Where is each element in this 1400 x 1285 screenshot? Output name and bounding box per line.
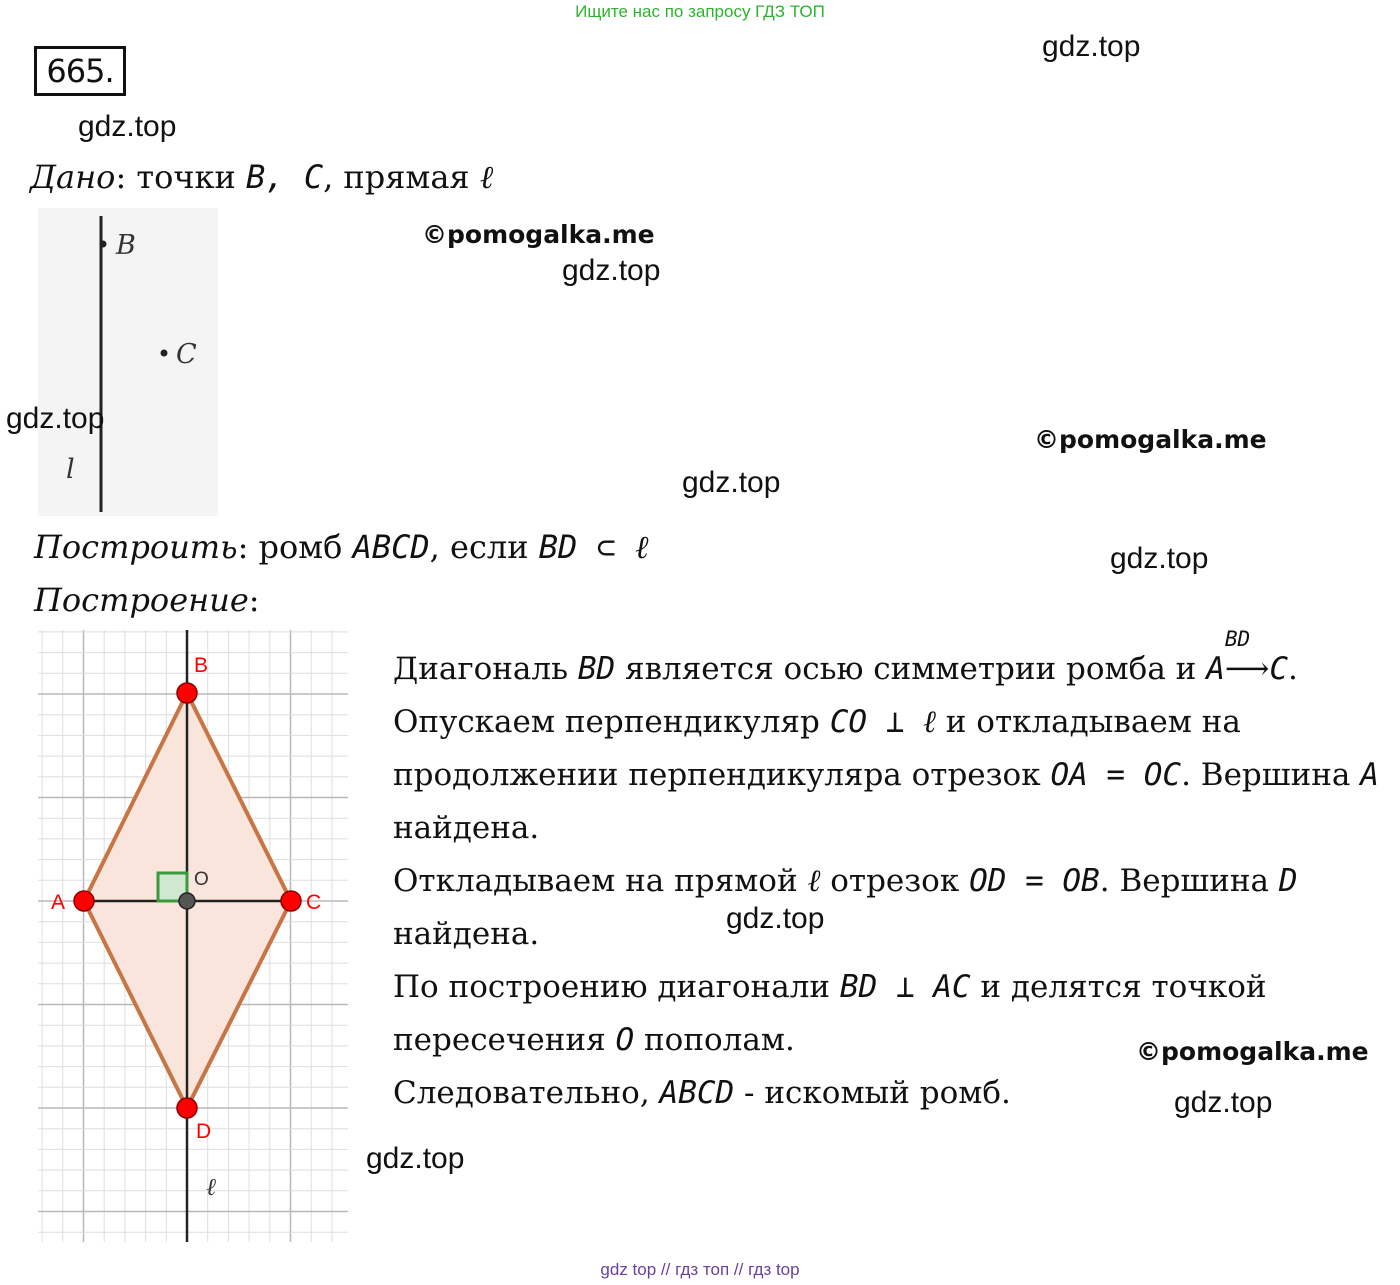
math: OA = OC — [1050, 757, 1182, 793]
watermark-pomogalka: ©pomogalka.me — [1136, 1037, 1369, 1066]
text: По построению диагонали — [393, 969, 840, 1005]
watermark-gdz: gdz.top — [682, 466, 781, 499]
watermark-gdz: gdz.top — [1174, 1086, 1273, 1119]
construction-colon: : — [248, 581, 260, 619]
math: OD = OB — [969, 863, 1100, 899]
point-o — [179, 893, 195, 909]
label-o: O — [194, 869, 209, 890]
given-line-symbol: ℓ — [479, 158, 494, 196]
solution-paragraph — [393, 627, 1379, 1120]
label-l: l — [66, 454, 75, 485]
watermark-gdz: gdz.top — [6, 402, 105, 435]
vertex-b — [177, 683, 197, 703]
text: . Вершина — [1181, 757, 1361, 793]
construct-condition: BD ⊂ ℓ — [538, 528, 649, 566]
text: . — [1287, 651, 1298, 687]
rhombus-figure — [38, 630, 348, 1242]
watermark-gdz: gdz.top — [562, 254, 661, 287]
label-c: C — [176, 339, 197, 370]
solution-line-5 — [393, 855, 1379, 908]
solution-line-2 — [393, 696, 1379, 749]
point-c — [161, 350, 168, 357]
given-label: Дано — [30, 158, 116, 196]
math: D — [1278, 863, 1298, 899]
watermark-pomogalka: ©pomogalka.me — [422, 220, 655, 249]
solution-line-3 — [393, 749, 1379, 802]
text: является осью симметрии ромба и — [615, 651, 1207, 687]
watermark-pomogalka: ©pomogalka.me — [1034, 425, 1267, 454]
given-figure — [38, 208, 218, 516]
solution-line-4 — [393, 802, 1379, 855]
footer: gdz top // гдз топ // гдз top — [600, 1260, 800, 1279]
label-a: A — [51, 891, 66, 914]
construct-line — [34, 528, 648, 566]
vertex-d — [177, 1098, 197, 1118]
text: пересечения — [393, 1022, 616, 1058]
arrow: ⟶ — [1224, 651, 1270, 687]
solution-line-6 — [393, 908, 1379, 961]
label-l: ℓ — [206, 1173, 216, 1201]
text: найдена. — [393, 810, 540, 846]
math: CO ⊥ ℓ — [829, 704, 936, 740]
solution-line-7 — [393, 961, 1379, 1014]
watermark-gdz: gdz.top — [78, 110, 177, 143]
vertex-a — [74, 891, 94, 911]
given-points: B, C — [246, 158, 324, 196]
symmetry-arrow — [1224, 627, 1270, 696]
math: BD — [577, 651, 616, 687]
math: A — [1360, 757, 1379, 793]
label-c: C — [306, 891, 322, 914]
construct-text: : ромб — [237, 528, 353, 566]
arrow-label: BD — [1224, 627, 1251, 651]
vertex-c — [281, 891, 301, 911]
solution-line-1 — [393, 627, 1379, 696]
construction-line — [34, 581, 260, 619]
top-banner: Ищите нас по запросу ГДЗ ТОП — [575, 2, 825, 21]
text: пополам. — [634, 1022, 795, 1058]
label-b: B — [194, 654, 209, 677]
problem-number: 665. — [34, 46, 126, 96]
solution-line-8 — [393, 1014, 1379, 1067]
math: ABCD — [659, 1075, 735, 1111]
math: A — [1206, 651, 1225, 687]
math: ℓ — [807, 863, 821, 899]
text: Опускаем перпендикуляр — [393, 704, 830, 740]
text: и делятся точкой — [970, 969, 1267, 1005]
math: C — [1269, 651, 1288, 687]
text: и откладываем на — [935, 704, 1241, 740]
text: продолжении перпендикуляра отрезок — [393, 757, 1051, 793]
construction-label: Построение — [34, 581, 249, 619]
given-line — [30, 158, 493, 196]
watermark-gdz: gdz.top — [1042, 30, 1141, 63]
text: . Вершина — [1099, 863, 1279, 899]
math: BD ⊥ AC — [839, 969, 971, 1005]
construct-text: , если — [429, 528, 539, 566]
watermark-gdz: gdz.top — [366, 1142, 465, 1175]
given-text: : точки — [115, 158, 247, 196]
label-b: B — [116, 230, 136, 261]
text: найдена. — [393, 916, 540, 952]
watermark-gdz: gdz.top — [1110, 542, 1209, 575]
text: Следовательно, — [393, 1075, 660, 1111]
construct-label: Построить — [34, 528, 238, 566]
watermark-gdz: gdz.top — [726, 902, 825, 935]
solution-line-9 — [393, 1067, 1379, 1120]
text: Диагональ — [393, 651, 578, 687]
given-text: , прямая — [323, 158, 480, 196]
math: O — [615, 1022, 635, 1058]
label-d: D — [196, 1120, 212, 1143]
text: - искомый ромб. — [734, 1075, 1011, 1111]
text: отрезок — [820, 863, 970, 899]
construct-name: ABCD — [352, 528, 430, 566]
text: Откладываем на прямой — [393, 863, 808, 899]
point-b — [100, 241, 107, 248]
